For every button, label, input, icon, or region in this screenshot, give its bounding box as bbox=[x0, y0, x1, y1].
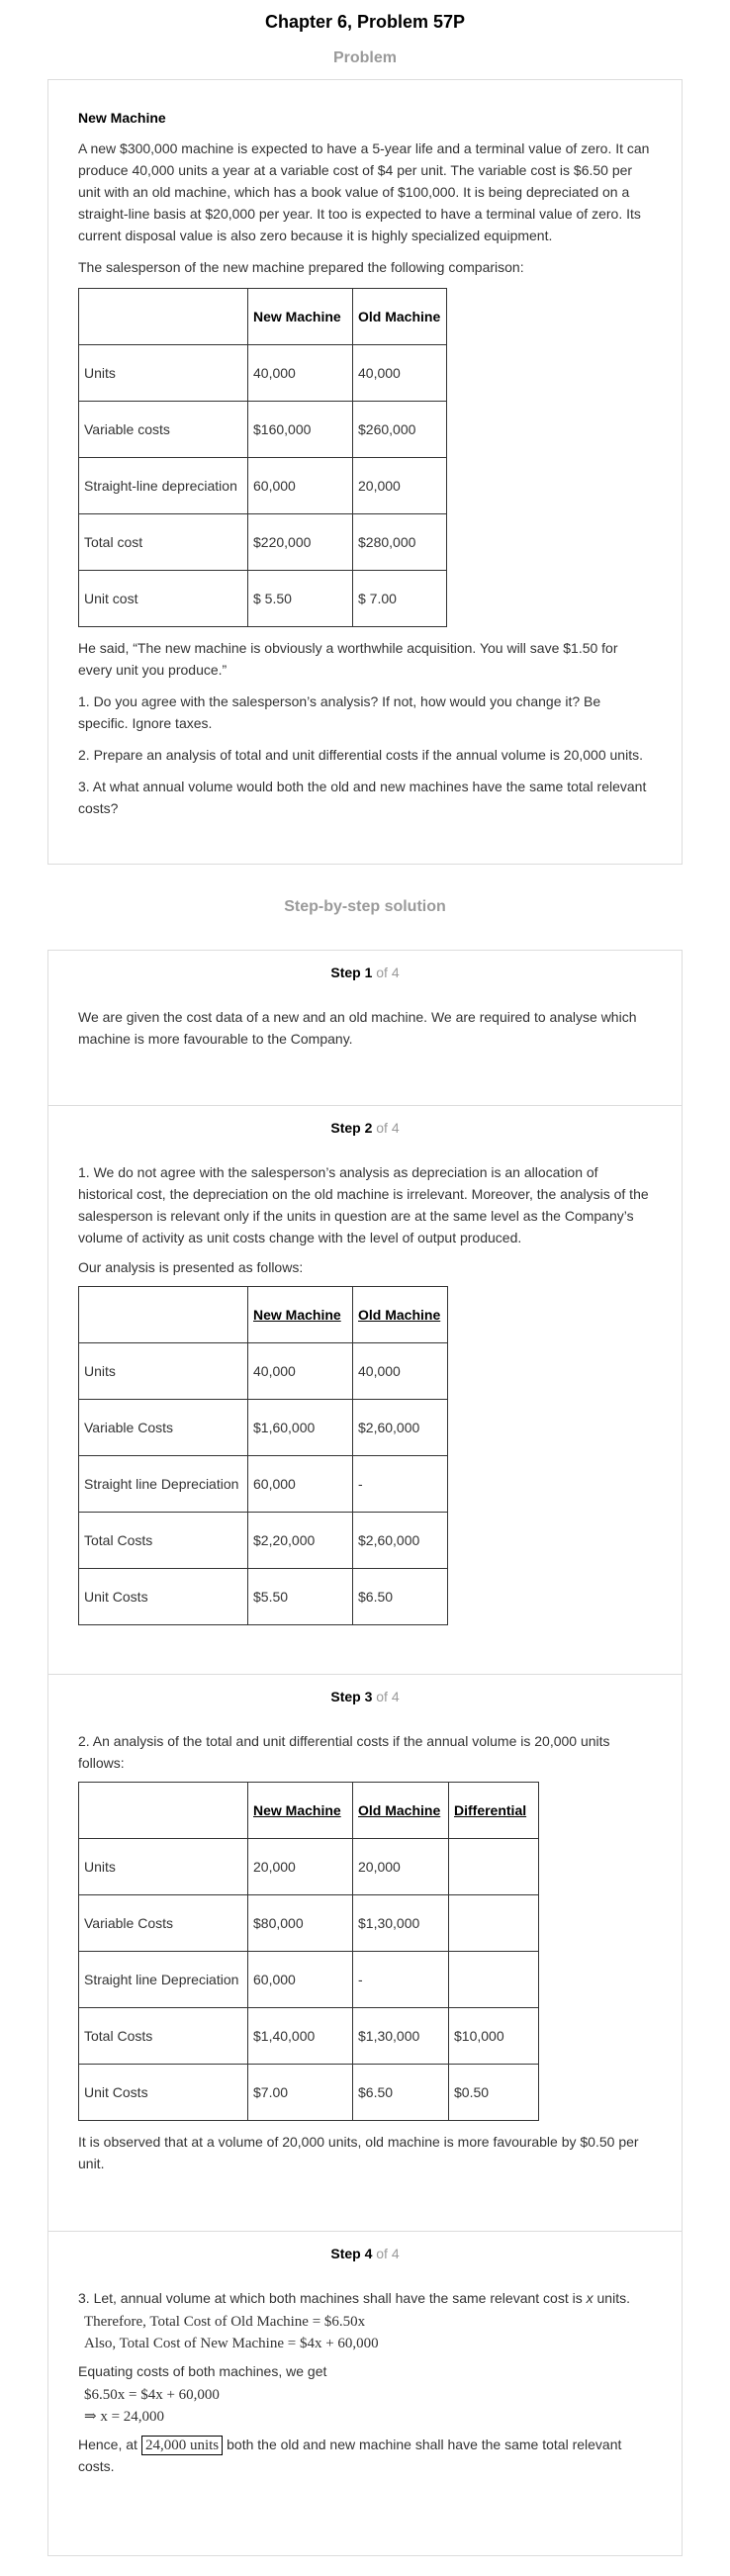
table-row bbox=[79, 1839, 539, 1895]
table-cell: Units bbox=[79, 345, 248, 402]
table-cell: Units bbox=[79, 1839, 248, 1895]
table-cell: Unit Costs bbox=[79, 2065, 248, 2121]
table-cell: 60,000 bbox=[248, 458, 353, 514]
step-3 bbox=[48, 1674, 682, 2231]
table-cell: 20,000 bbox=[248, 1839, 353, 1895]
table-cell: 20,000 bbox=[353, 458, 447, 514]
table-header-cell: Differential bbox=[449, 1783, 539, 1839]
step-heading bbox=[48, 2232, 682, 2261]
step-text-part: units. bbox=[593, 2290, 630, 2306]
table-cell: $2,60,000 bbox=[353, 1513, 448, 1569]
table-cell: - bbox=[353, 1952, 449, 2008]
table-header-cell bbox=[79, 1783, 248, 1839]
table-cell: $6.50 bbox=[353, 2065, 449, 2121]
table-row bbox=[79, 1456, 448, 1513]
step-heading bbox=[48, 1675, 682, 1704]
step-label: Step 1 bbox=[330, 965, 373, 980]
step-4 bbox=[48, 2231, 682, 2558]
table-cell: $280,000 bbox=[353, 514, 447, 571]
table-row bbox=[79, 2008, 539, 2065]
step-heading bbox=[48, 951, 682, 980]
table-row bbox=[79, 1400, 448, 1456]
table-cell: $10,000 bbox=[449, 2008, 539, 2065]
step-text: Our analysis is presented as follows: bbox=[78, 1259, 304, 1275]
step-text: We are given the cost data of a new and an old machine. We are required to analyse which machine is more favourable to the Company. bbox=[78, 1009, 637, 1047]
equation: $6.50x = $4x + 60,000 bbox=[84, 2387, 220, 2403]
problem-question: 2. Prepare an analysis of total and unit differential costs if the annual volume is 20,000 units. bbox=[78, 747, 643, 763]
table-cell: Unit cost bbox=[79, 571, 248, 627]
table-row bbox=[79, 1513, 448, 1569]
variable-x: x bbox=[586, 2290, 593, 2306]
table-header-cell: New Machine bbox=[248, 1287, 353, 1343]
step-text: 1. We do not agree with the salesperson’s analysis as depreciation is an allocation of historical cost, the depreciation on the old machine is irrelevant. Moreover, the analysis of the salesperson is relevant only if the units in question are at the same level as the Company’s volume of activity as unit costs change with the level of output produced. bbox=[78, 1164, 649, 1245]
table-cell: 40,000 bbox=[248, 345, 353, 402]
table-cell: $6.50 bbox=[353, 1569, 448, 1625]
table-row bbox=[79, 402, 447, 458]
table-cell: $7.00 bbox=[248, 2065, 353, 2121]
problem-question: 1. Do you agree with the salesperson’s analysis? If not, how would you change it? Be specific. Ignore taxes. bbox=[78, 693, 601, 731]
page-title: Chapter 6, Problem 57P bbox=[264, 12, 466, 32]
table-header-cell: New Machine bbox=[248, 1783, 353, 1839]
table-cell: Units bbox=[79, 1343, 248, 1400]
table-cell: 20,000 bbox=[353, 1839, 449, 1895]
table-header-row bbox=[79, 1287, 448, 1343]
table-cell: - bbox=[353, 1456, 448, 1513]
table-header-row bbox=[79, 289, 447, 345]
table-cell: 40,000 bbox=[248, 1343, 353, 1400]
table-header-cell bbox=[79, 289, 248, 345]
step-conclusion bbox=[78, 2434, 652, 2477]
table-cell: $1,30,000 bbox=[353, 1895, 449, 1952]
problem-card bbox=[47, 79, 683, 865]
table-header-cell: Old Machine bbox=[353, 1287, 448, 1343]
solution-card bbox=[47, 950, 683, 2556]
problem-question: 3. At what annual volume would both the old and new machines have the same total relevant costs? bbox=[78, 779, 647, 816]
table-cell: Straight line Depreciation bbox=[79, 1952, 248, 2008]
table-cell: $260,000 bbox=[353, 402, 447, 458]
equation: ⇒ x = 24,000 bbox=[84, 2409, 165, 2425]
table-cell: Total Costs bbox=[79, 1513, 248, 1569]
table-cell: Variable Costs bbox=[79, 1400, 248, 1456]
table-row bbox=[79, 514, 447, 571]
step-count: of 4 bbox=[376, 2246, 400, 2261]
table-cell bbox=[449, 1895, 539, 1952]
table-cell: $160,000 bbox=[248, 402, 353, 458]
table-header-cell: Old Machine bbox=[353, 289, 447, 345]
step-heading bbox=[48, 1106, 682, 1136]
table-cell: $220,000 bbox=[248, 514, 353, 571]
step-label: Step 4 bbox=[330, 2246, 373, 2261]
table-cell: $1,30,000 bbox=[353, 2008, 449, 2065]
table-cell: Unit Costs bbox=[79, 1569, 248, 1625]
table-cell: $1,40,000 bbox=[248, 2008, 353, 2065]
table-row bbox=[79, 571, 447, 627]
table-cell: Variable Costs bbox=[79, 1895, 248, 1952]
table-row bbox=[79, 1952, 539, 2008]
step-text bbox=[78, 2287, 652, 2309]
table-header-row bbox=[79, 1783, 539, 1839]
table-cell: $ 5.50 bbox=[248, 571, 353, 627]
table-cell: Straight line Depreciation bbox=[79, 1456, 248, 1513]
table-row bbox=[79, 1343, 448, 1400]
table-cell: $ 7.00 bbox=[353, 571, 447, 627]
step-text: It is observed that at a volume of 20,000 units, old machine is more favourable by $0.50 per unit. bbox=[78, 2134, 639, 2171]
step-label: Step 2 bbox=[330, 1120, 373, 1136]
table-cell: Total cost bbox=[79, 514, 248, 571]
table-row bbox=[79, 2065, 539, 2121]
step-count: of 4 bbox=[376, 1689, 400, 1704]
table-cell bbox=[449, 1952, 539, 2008]
problem-paragraph: A new $300,000 machine is expected to have a 5-year life and a terminal value of zero. It can produce 40,000 units a year at a variable cost of $4 per unit. The variable cost is $6.50 per unit with an old machine, which has a book value of $100,000. It is being depreciated on a straight-line basis at $20,000 per year. It too is expected to have a terminal value of zero. Its current disposal value is also zero because it is highly specialized equipment. bbox=[78, 140, 650, 243]
table-cell: Total Costs bbox=[79, 2008, 248, 2065]
table-row bbox=[79, 458, 447, 514]
conclusion-text: Hence, at bbox=[78, 2437, 137, 2452]
problem-section-label: Problem bbox=[332, 49, 397, 66]
step-2 bbox=[48, 1105, 682, 1674]
table-cell: $5.50 bbox=[248, 1569, 353, 1625]
problem-heading: New Machine bbox=[78, 110, 166, 126]
table-cell: $2,60,000 bbox=[353, 1400, 448, 1456]
table-cell: 60,000 bbox=[248, 1952, 353, 2008]
step-2-table bbox=[78, 1286, 448, 1625]
step-label: Step 3 bbox=[330, 1689, 373, 1704]
table-cell: 60,000 bbox=[248, 1456, 353, 1513]
table-row bbox=[79, 345, 447, 402]
table-cell: $80,000 bbox=[248, 1895, 353, 1952]
equation: Also, Total Cost of New Machine = $4x + 60,000 bbox=[84, 2336, 379, 2351]
problem-paragraph: The salesperson of the new machine prepared the following comparison: bbox=[78, 259, 524, 275]
step-count: of 4 bbox=[376, 1120, 400, 1136]
step-text: 2. An analysis of the total and unit differential costs if the annual volume is 20,000 units follows: bbox=[78, 1733, 610, 1771]
table-header-cell: Old Machine bbox=[353, 1783, 449, 1839]
equation: Therefore, Total Cost of Old Machine = $6.50x bbox=[84, 2314, 366, 2330]
table-cell bbox=[449, 1839, 539, 1895]
table-cell: 40,000 bbox=[353, 1343, 448, 1400]
step-text: Equating costs of both machines, we get bbox=[78, 2363, 327, 2379]
table-cell: 40,000 bbox=[353, 345, 447, 402]
table-cell: $2,20,000 bbox=[248, 1513, 353, 1569]
step-text-part: 3. Let, annual volume at which both machines shall have the same relevant cost is bbox=[78, 2290, 587, 2306]
step-count: of 4 bbox=[376, 965, 400, 980]
table-header-cell bbox=[79, 1287, 248, 1343]
table-header-cell: New Machine bbox=[248, 289, 353, 345]
problem-paragraph: He said, “The new machine is obviously a worthwhile acquisition. You will save $1.50 for every unit you produce.” bbox=[78, 640, 618, 678]
conclusion-text: both the old and new machine shall have the same total relevant costs. bbox=[78, 2437, 622, 2474]
table-row bbox=[79, 1895, 539, 1952]
answer-box: 24,000 units bbox=[141, 2436, 223, 2455]
table-cell: $0.50 bbox=[449, 2065, 539, 2121]
problem-table bbox=[78, 288, 447, 627]
step-1 bbox=[48, 951, 682, 1105]
table-cell: Straight-line depreciation bbox=[79, 458, 248, 514]
step-3-table bbox=[78, 1782, 539, 2121]
table-cell: $1,60,000 bbox=[248, 1400, 353, 1456]
table-cell: Variable costs bbox=[79, 402, 248, 458]
solution-section-label: Step-by-step solution bbox=[284, 898, 446, 915]
table-row bbox=[79, 1569, 448, 1625]
